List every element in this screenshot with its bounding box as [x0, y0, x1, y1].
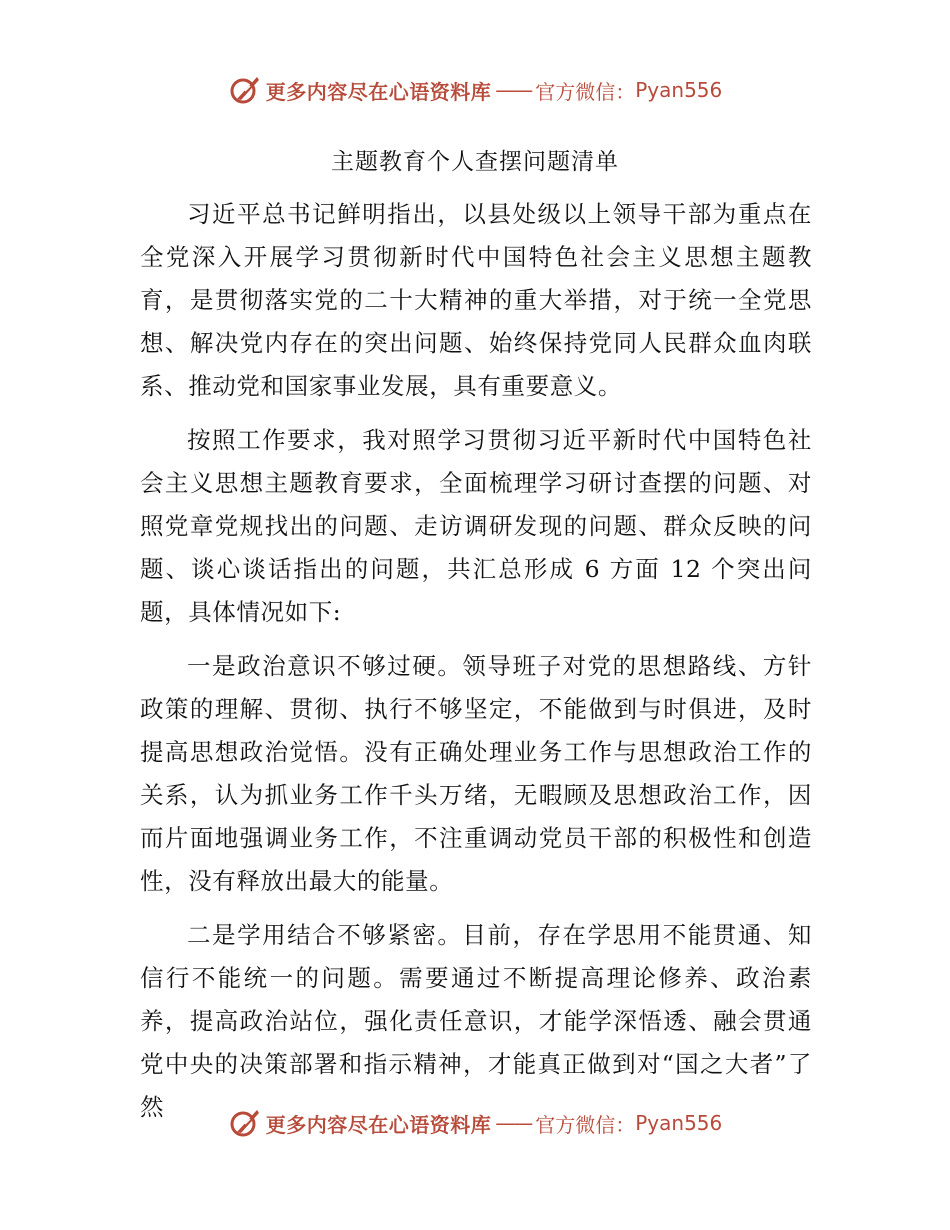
paragraph-1: 习近平总书记鲜明指出，以县处级以上领导干部为重点在全党深入开展学习贯彻新时代中国特色社会主义思想主题教育，是贯彻落实党的二十大精神的重大举措，对于统一全党思想、解决党内存在的突出问题、始终保持党同人民群众血肉联系、推动党和国家事业发展，具有重要意义。	[140, 200, 812, 400]
watermark-contact-label: 官方微信：	[535, 79, 636, 104]
watermark-handle: Pyan556	[635, 1111, 723, 1135]
document-body	[140, 193, 812, 1140]
watermark-contact-label: 官方微信：	[535, 1112, 636, 1137]
watermark-banner-bottom	[0, 1103, 950, 1143]
document-title: 主题教育个人查摆问题清单	[331, 149, 619, 175]
watermark-brand-text: 更多内容尽在心语资料库	[265, 1112, 492, 1137]
watermark-dash: ——	[495, 1111, 532, 1135]
quill-circle-logo-icon	[228, 73, 262, 107]
paragraph-4: 二是学用结合不够紧密。目前，存在学思用不能贯通、知信行不能统一的问题。需要通过不断提高理论修养、政治素养，提高政治站位，强化责任意识，才能学深悟透、融会贯通党中央的决策部署和指示精神，才能真正做到对“国之大者”了然	[140, 921, 812, 1121]
watermark-handle: Pyan556	[635, 78, 723, 102]
paragraph-2: 按照工作要求，我对照学习贯彻习近平新时代中国特色社会主义思想主题教育要求，全面梳理学习研讨查摆的问题、对照党章党规找出的问题、走访调研发现的问题、群众反映的问题、谈心谈话指出的问题，共汇总形成 6 方面 12 个突出问题，具体情况如下:	[140, 426, 812, 626]
quill-circle-logo-icon	[228, 1106, 262, 1140]
watermark-brand-text: 更多内容尽在心语资料库	[265, 79, 492, 104]
watermark-dash: ——	[495, 78, 532, 102]
watermark-banner-top	[0, 70, 950, 110]
paragraph-3: 一是政治意识不够过硬。领导班子对党的思想路线、方针政策的理解、贯彻、执行不够坚定，不能做到与时俱进，及时提高思想政治觉悟。没有正确处理业务工作与思想政治工作的关系，认为抓业务工作千头万绪，无暇顾及思想政治工作，因而片面地强调业务工作，不注重调动党员干部的积极性和创造性，没有释放出最大的能量。	[140, 652, 812, 895]
